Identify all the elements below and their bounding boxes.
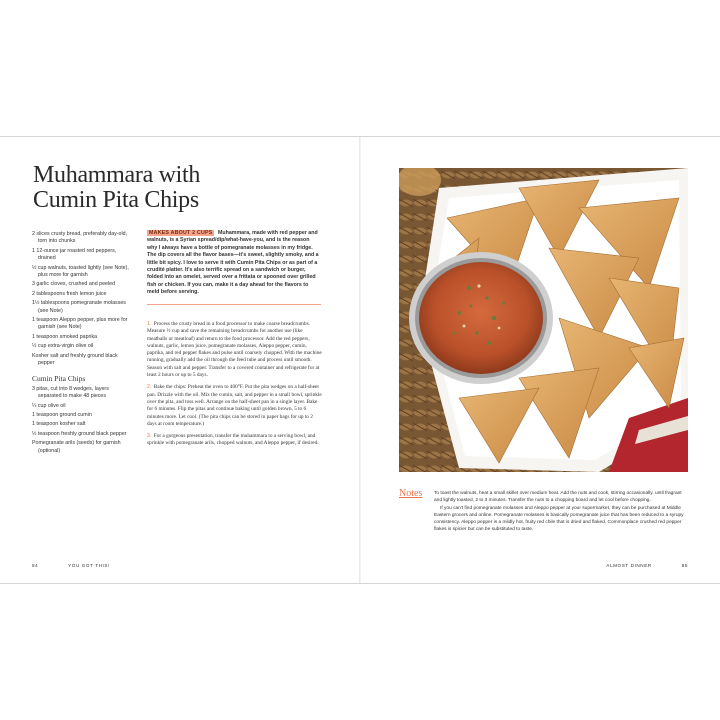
page-number: 84 [32, 563, 39, 568]
step-number: 3. [147, 433, 152, 440]
ingredient-item: 3 garlic cloves, crushed and peeled [32, 281, 116, 288]
ingredients-column [32, 231, 132, 457]
step-text: For a gorgeous presentation, transfer the muhammara to a serving bowl, and sprinkle with pomegranate arils, chopped walnuts, and Aleppo pepper, if desired. [147, 433, 319, 447]
ingredient-list [32, 231, 132, 367]
right-folio [606, 563, 688, 568]
ingredient-item: Kosher salt and freshly ground black pepper [32, 352, 118, 367]
step-number: 1. [147, 321, 152, 327]
ingredient-item: ½ teaspoon freshly ground black pepper [32, 430, 127, 437]
right-page [361, 137, 720, 583]
step-number: 2. [147, 384, 152, 391]
ingredient-item: ¼ cup olive oil [32, 402, 66, 409]
intro-text: Muhammara, made with red pepper and walnuts, is a Syrian spread/dip/what-have-you, and is the reason why I always have a bottle of pomegranate molasses in my fridge. The dip covers all the flavor bases—it's sweet, slightly smoky, and a little bit spicy. I love to serve it with Cumin Pita Chips or as part of a crudité platter. It's also terrific spread on a sandwich or burger, folded into an omelet, served over a frittata or spooned over grilled fish or chicken. If you can, make it a day ahead for the flavors to meld before serving. [147, 230, 319, 296]
ingredient-item: 1½ tablespoons pomegranate molasses (see Note) [32, 300, 126, 314]
step-2 [147, 384, 322, 428]
step-3 [147, 433, 322, 448]
chips-heading: Cumin Pita Chips [32, 374, 86, 384]
ingredient-item: Pomegranate arils (seeds) for garnish (optional) [32, 440, 121, 454]
recipe-intro [147, 230, 321, 297]
food-photo [399, 168, 688, 472]
recipe-title [33, 163, 200, 213]
method-steps [147, 321, 322, 453]
ingredient-item: 3 pitas, cut into 8 wedges, layers separated to make 48 pieces [32, 385, 109, 400]
running-head: ALMOST DINNER [606, 563, 652, 568]
divider [147, 304, 321, 305]
ingredient-item: 2 slices crusty bread, preferably day-old, torn into chunks [32, 231, 128, 245]
title-line-2: Cumin Pita Chips [33, 187, 199, 213]
ingredient-item: 1 teaspoon smoked paprika [32, 333, 98, 340]
ingredient-item: ½ cup extra-virgin olive oil [32, 343, 94, 350]
chips-ingredient-list [32, 386, 132, 455]
yield-badge: MAKES ABOUT 2 CUPS [149, 230, 213, 236]
notes-heading: Notes [399, 488, 423, 499]
step-text: Process the crusty bread in a food processor to make coarse breadcrumbs. Measure ½ cup and save the remaining breadcrumbs for another use (like meatballs or meatloaf) and return to the food processor. Add the red peppers, walnuts, garlic, lemon juice, pomegranate molasses, Aleppo pepper, cumin, paprika, and red pepper flakes and pulse until coarsely chopped. With the machine running, gradually add the oil through the feed tube and process until smooth. Season with salt and pepper. Transfer to a covered container and refrigerate for at least 2 hours or up to 5 days. [147, 321, 322, 379]
book-spread [0, 136, 720, 584]
ingredient-item: 1 teaspoon kosher salt [32, 421, 86, 428]
ingredient-item: 2 tablespoons fresh lemon juice [32, 290, 107, 297]
left-page [0, 137, 359, 583]
notes-paragraph: To toast the walnuts, heat a small skillet over medium heat. Add the nuts and cook, stirring occasionally, until fragrant and lightly toasted, 2 to 3 minutes. Transfer the nuts to a chopping board and let cool before chopping. [434, 491, 682, 503]
step-text: Bake the chips: Preheat the oven to 400°F. Put the pita wedges on a half-sheet pan. Drizzle with the oil. Mix the cumin, salt, and pepper in a small bowl, sprinkle over the pita, and toss well. Arrange on the half-sheet pan in a single layer. Bake for 6 minutes. Flip the pitas and continue baking until golden brown, 5 to 6 minutes more. Let cool. (The pita chips can be stored in paper bags for up to 2 days at room temperature.) [147, 384, 322, 427]
title-line-1: Muhammara with [33, 162, 201, 188]
running-head: YOU GOT THIS! [68, 563, 110, 568]
ingredient-item: 1 12-ounce jar roasted red peppers, drained [32, 247, 117, 262]
food-photo-icon [399, 168, 688, 472]
left-folio [32, 563, 110, 568]
ingredient-item: 1 teaspoon Aleppo pepper, plus more for garnish (see Note) [32, 317, 128, 331]
ingredient-item: 1 teaspoon ground cumin [32, 412, 92, 418]
ingredient-item: ½ cup walnuts, toasted lightly (see Note), plus more for garnish [32, 264, 129, 278]
notes-paragraph: If you can't find pomegranate molasses and Aleppo pepper at your supermarket, they can be purchased at Middle Eastern grocers and online. Pomegranate molasses is basically pomegranate juice that has been reduced to a syrupy consistency. Aleppo pepper is a mildly hot, fruity red chile that is dried and flaked. Commonplace crushed red pepper flakes is spicier but can be substituted to taste. [434, 506, 684, 533]
step-1 [147, 321, 322, 379]
notes-body [434, 491, 687, 535]
page-number: 85 [681, 563, 688, 568]
